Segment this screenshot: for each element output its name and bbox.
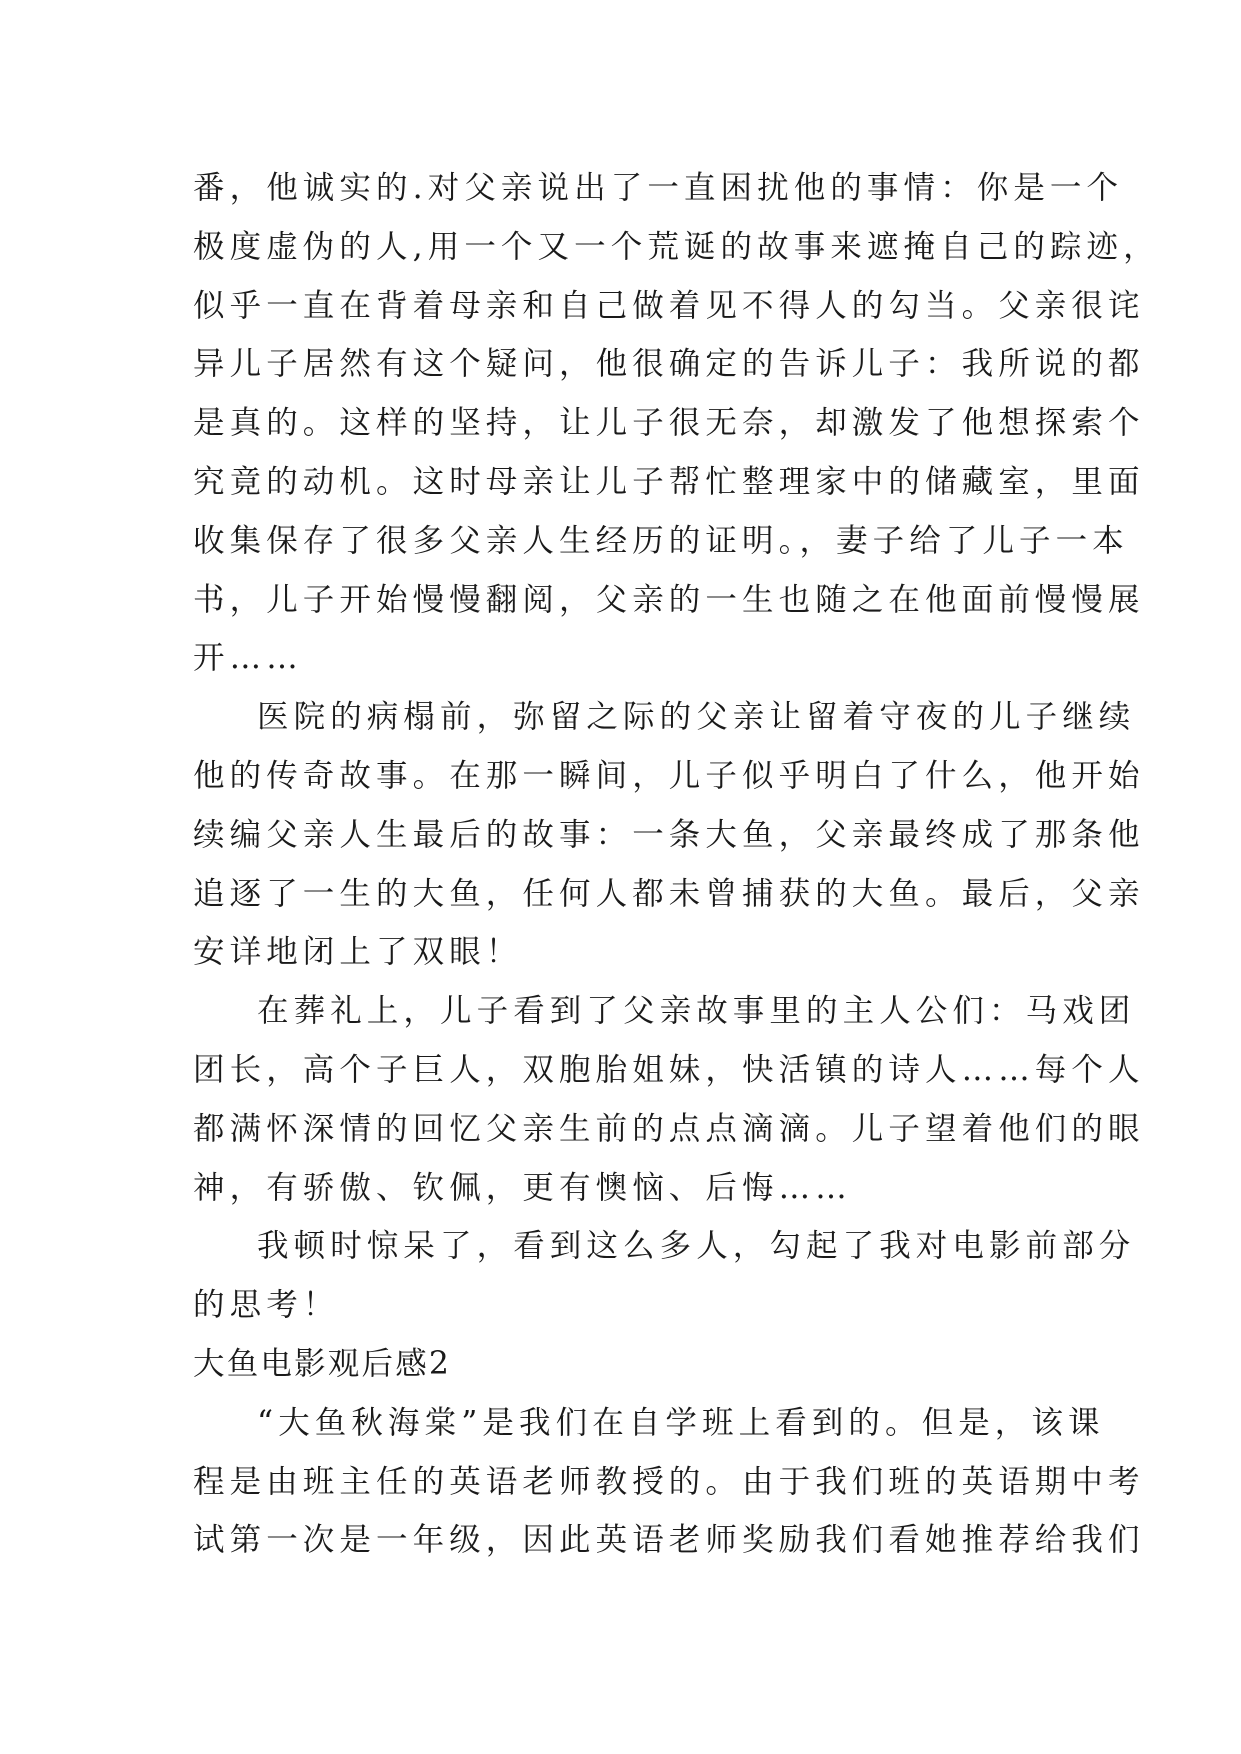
- text-line: 试第一次是一年级，因此英语老师奖励我们看她推荐给我们: [193, 1522, 1145, 1559]
- text-line: 番，他诚实的.对父亲说出了一直困扰他的事情：你是一个: [193, 170, 1124, 206]
- paragraph-first-line: 在葬礼上，儿子看到了父亲故事里的主人公们：马戏团: [257, 993, 1136, 1030]
- text-line: 的思考！: [193, 1287, 340, 1324]
- text-line: 极度虚伪的人,用一个又一个荒诞的故事来遮掩自己的踪迹，: [193, 228, 1160, 265]
- document-body: [193, 159, 1160, 1570]
- text-line: 究竟的动机。这时母亲让儿子帮忙整理家中的储藏室，里面: [193, 463, 1145, 500]
- text-line: 他的传奇故事。在那一瞬间，儿子似乎明白了什么，他开始: [193, 757, 1145, 794]
- paragraph-first-line: 我顿时惊呆了，看到这么多人，勾起了我对电影前部分: [257, 1228, 1136, 1265]
- text-line: 收集保存了很多父亲人生经历的证明。，妻子给了儿子一本: [193, 522, 1129, 559]
- text-line: 异儿子居然有这个疑问，他很确定的告诉儿子：我所说的都: [193, 346, 1145, 383]
- section-heading: 大鱼电影观后感2: [193, 1345, 452, 1382]
- text-line: 安详地闭上了双眼！: [193, 934, 523, 971]
- text-line: 似乎一直在背着母亲和自己做着见不得人的勾当。父亲很诧: [193, 287, 1145, 324]
- text-line: 书，儿子开始慢慢翻阅，父亲的一生也随之在他面前慢慢展: [193, 581, 1145, 618]
- text-line: 团长，高个子巨人，双胞胎姐妹，快活镇的诗人……每个人: [193, 1051, 1145, 1088]
- text-line: 神，有骄傲、钦佩，更有懊恼、后悔……: [193, 1169, 852, 1206]
- text-line: 程是由班主任的英语老师教授的。由于我们班的英语期中考: [193, 1463, 1145, 1500]
- text-line: 追逐了一生的大鱼，任何人都未曾捕获的大鱼。最后，父亲: [193, 875, 1145, 912]
- paragraph-first-line: 医院的病榻前，弥留之际的父亲让留着守夜的儿子继续: [257, 699, 1136, 736]
- text-line: 都满怀深情的回忆父亲生前的点点滴滴。儿子望着他们的眼: [193, 1110, 1145, 1147]
- text-line: 开……: [193, 640, 303, 677]
- text-line: 是真的。这样的坚持，让儿子很无奈，却激发了他想探索个: [193, 405, 1145, 442]
- paragraph-first-line: “大鱼秋海棠”是我们在自学班上看到的。但是，该课: [257, 1404, 1105, 1441]
- text-line: 续编父亲人生最后的故事：一条大鱼，父亲最终成了那条他: [193, 816, 1145, 853]
